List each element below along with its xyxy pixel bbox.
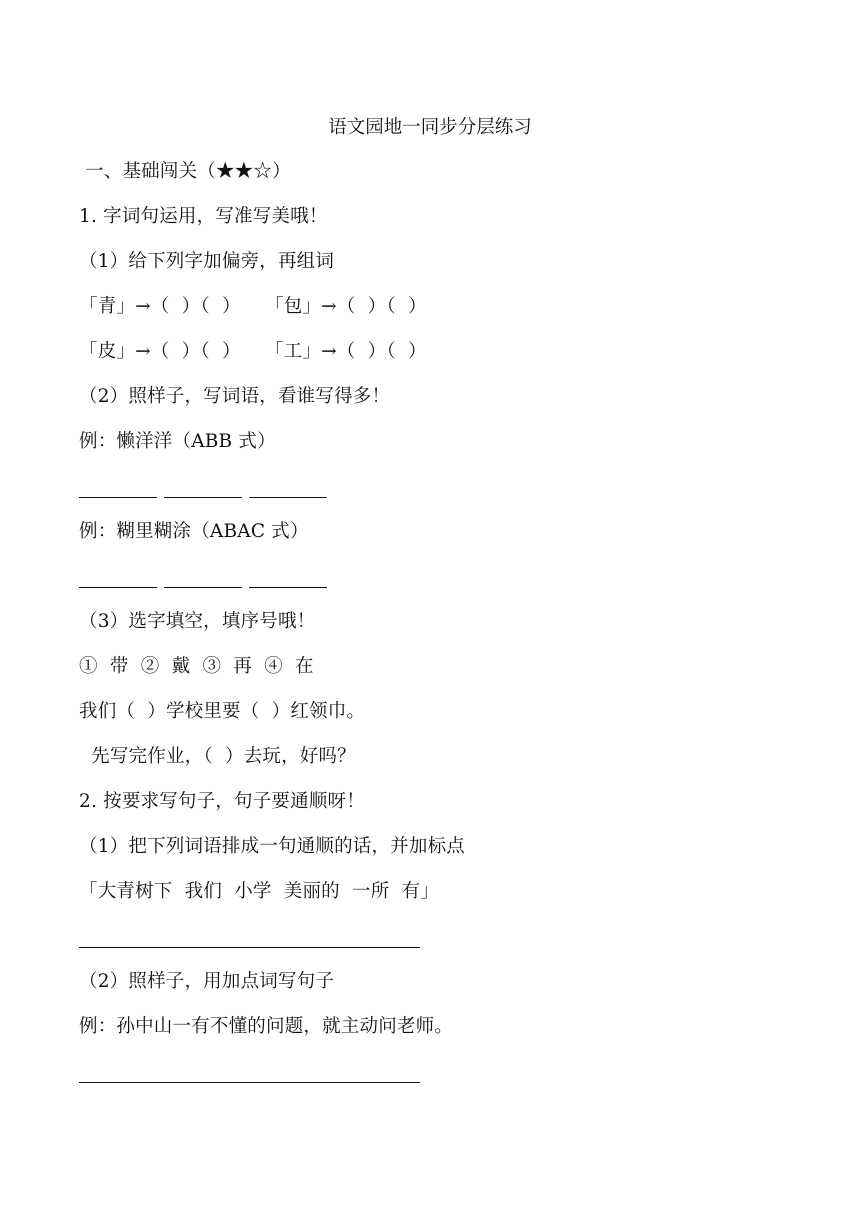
q2-part1-heading: （1）把下列词语排成一句通顺的话，并加标点 bbox=[79, 836, 465, 857]
q1-part3-heading: （3）选字填空，填序号哦！ bbox=[79, 611, 316, 632]
abb-example: 例：懒洋洋（ABB 式） bbox=[79, 431, 276, 452]
answer-blank bbox=[164, 497, 242, 498]
page-title: 语文园地一同步分层练习 bbox=[328, 117, 532, 138]
abac-example: 例：糊里糊涂（ABAC 式） bbox=[79, 521, 309, 542]
q1-part1-heading: （1）给下列字加偏旁，再组词 bbox=[79, 251, 335, 272]
answer-line bbox=[79, 1082, 420, 1083]
radical-exercise-row-2: 「皮」→（ ）（ ） 「工」→（ ）（ ） bbox=[79, 341, 427, 362]
section-heading: 一、基础闯关（★★☆） bbox=[79, 161, 291, 182]
answer-blank bbox=[79, 497, 157, 498]
q2-part2-heading: （2）照样子，用加点词写句子 bbox=[79, 971, 335, 992]
answer-blank bbox=[164, 587, 242, 588]
answer-line bbox=[79, 947, 420, 948]
question-2-heading: 2. 按要求写句子，句子要通顺呀！ bbox=[79, 791, 365, 812]
fill-blank-sentence-2: 先写完作业，（ ）去玩，好吗？ bbox=[79, 746, 356, 767]
answer-blank bbox=[249, 497, 327, 498]
character-options: ① 带 ② 戴 ③ 再 ④ 在 bbox=[79, 656, 314, 677]
fill-blank-sentence-1: 我们（ ）学校里要（ ）红领巾。 bbox=[79, 701, 366, 722]
sentence-example: 例：孙中山一有不懂的问题，就主动问老师。 bbox=[79, 1016, 454, 1037]
answer-blank bbox=[79, 587, 157, 588]
q1-part2-heading: （2）照样子，写词语，看谁写得多！ bbox=[79, 386, 391, 407]
word-list: 「大青树下 我们 小学 美丽的 一所 有」 bbox=[79, 881, 440, 902]
question-1-heading: 1. 字词句运用，写准写美哦！ bbox=[79, 206, 328, 227]
answer-blank bbox=[249, 587, 327, 588]
radical-exercise-row-1: 「青」→（ ）（ ） 「包」→（ ）（ ） bbox=[79, 296, 427, 317]
